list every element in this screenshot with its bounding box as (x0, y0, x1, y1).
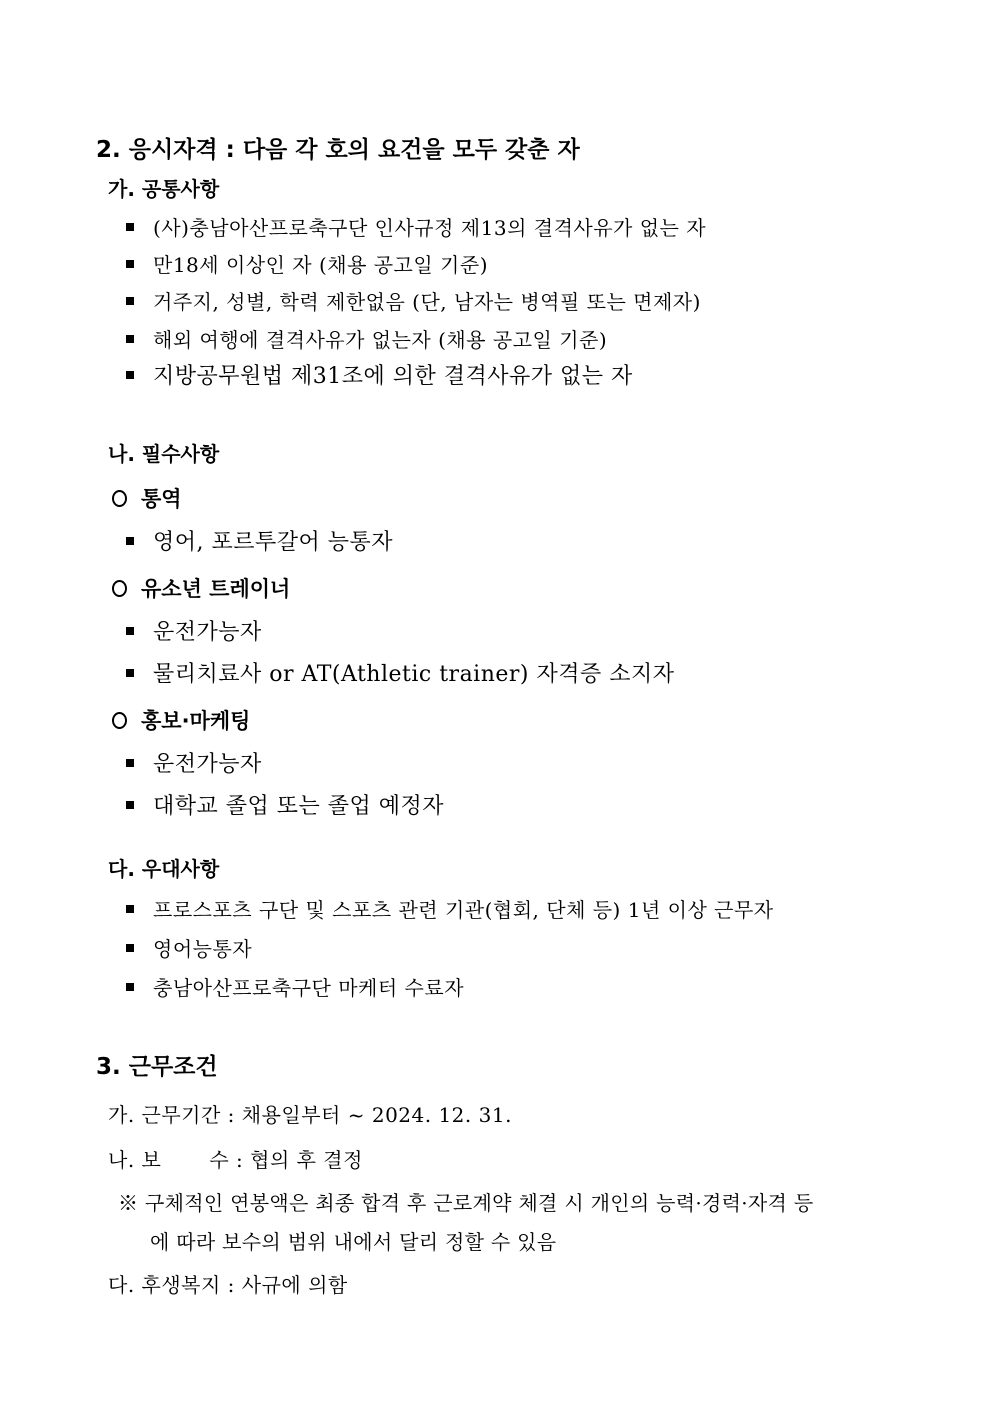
common-item (126, 290, 701, 314)
preferred-item-text: 충남아산프로축구단 마케터 수료자 (153, 976, 465, 1000)
common-item-text: 해외 여행에 결격사유가 없는자 (채용 공고일 기준) (153, 328, 608, 352)
common-item-text: (사)충남아산프로축구단 인사규정 제13의 결격사유가 없는 자 (153, 216, 707, 240)
square-bullet-icon (126, 371, 134, 379)
required-group-title (112, 487, 182, 512)
common-item-text: 거주지, 성별, 학력 제한없음 (단, 남자는 병역필 또는 면제자) (153, 290, 701, 314)
required-item-text: 영어, 포르투갈어 능통자 (153, 530, 394, 555)
square-bullet-icon (126, 223, 134, 231)
common-item (126, 328, 607, 352)
square-bullet-icon (126, 260, 134, 268)
required-heading: 나. 필수사항 (108, 442, 220, 466)
common-item-text: 만18세 이상인 자 (채용 공고일 기준) (153, 253, 489, 277)
required-item-text: 운전가능자 (153, 752, 262, 777)
square-bullet-icon (126, 905, 134, 913)
square-bullet-icon (126, 627, 134, 635)
required-item (126, 530, 393, 556)
section-2-heading: 2. 응시자격 : 다음 각 호의 요건을 모두 갖춘 자 (96, 137, 580, 163)
work-period: 가. 근무기간 : 채용일부터 ~ 2024. 12. 31. (108, 1103, 512, 1127)
required-item (126, 620, 262, 646)
group-title-text: 통역 (141, 487, 182, 511)
preferred-item (126, 937, 252, 961)
required-group-title (112, 709, 250, 734)
work-welfare: 다. 후생복지 : 사규에 의함 (108, 1273, 348, 1297)
group-title-text: 유소년 트레이너 (141, 577, 291, 601)
required-item (126, 752, 262, 778)
square-bullet-icon (126, 944, 134, 952)
required-group-title (112, 577, 290, 602)
square-bullet-icon (126, 801, 134, 809)
circle-bullet-icon (112, 580, 127, 597)
square-bullet-icon (126, 983, 134, 991)
common-requirements-heading: 가. 공통사항 (108, 177, 220, 201)
preferred-item (126, 976, 464, 1000)
square-bullet-icon (126, 335, 134, 343)
pay-note-line-1: ※ 구체적인 연봉액은 최종 합격 후 근로계약 체결 시 개인의 능력·경력·자격 등 (118, 1191, 814, 1215)
square-bullet-icon (126, 297, 134, 305)
preferred-item-text: 영어능통자 (153, 937, 253, 961)
required-item (126, 794, 444, 820)
preferred-heading: 다. 우대사항 (108, 857, 220, 881)
required-item (126, 662, 675, 688)
common-item (126, 216, 706, 240)
circle-bullet-icon (112, 712, 127, 729)
group-title-text: 홍보·마케팅 (141, 709, 251, 733)
work-pay: 나. 보 수 : 협의 후 결정 (108, 1148, 363, 1172)
square-bullet-icon (126, 669, 134, 677)
common-item (126, 253, 488, 277)
preferred-item (126, 898, 774, 922)
square-bullet-icon (126, 537, 134, 545)
common-item (126, 364, 633, 390)
required-item-text: 운전가능자 (153, 620, 262, 645)
pay-note-line-2: 에 따라 보수의 범위 내에서 달리 정할 수 있음 (150, 1230, 557, 1254)
section-3-heading: 3. 근무조건 (96, 1054, 218, 1080)
required-item-text: 물리치료사 or AT(Athletic trainer) 자격증 소지자 (153, 662, 675, 687)
required-item-text: 대학교 졸업 또는 졸업 예정자 (153, 794, 444, 819)
square-bullet-icon (126, 759, 134, 767)
circle-bullet-icon (112, 490, 127, 507)
common-item-text: 지방공무원법 제31조에 의한 결격사유가 없는 자 (153, 364, 633, 389)
preferred-item-text: 프로스포츠 구단 및 스포츠 관련 기관(협회, 단체 등) 1년 이상 근무자 (153, 898, 774, 922)
